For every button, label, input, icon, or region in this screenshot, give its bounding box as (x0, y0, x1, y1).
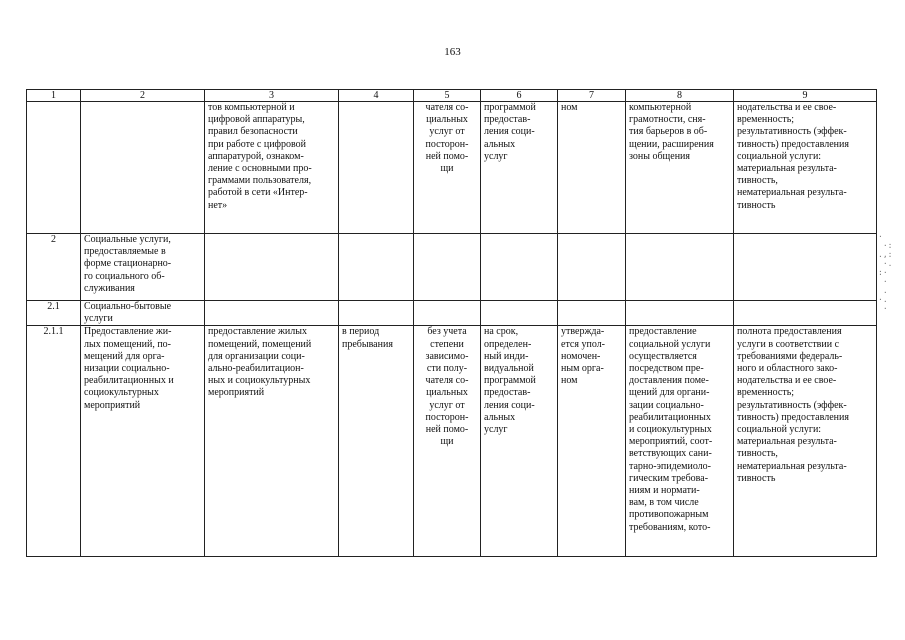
service-name-cell: Предоставление жи- лых помещений, по- мещений для орга- низации социально- реабилитационных и социокультурных мероприятий (81, 326, 205, 557)
approval-cell: ном (558, 102, 626, 234)
conditions-cell (626, 234, 734, 301)
column-header: 6 (481, 90, 558, 102)
service-description-cell (205, 234, 339, 301)
table-row (27, 301, 877, 326)
row-number-cell: 2 (27, 234, 81, 301)
service-name-cell: Социальные услуги, предоставляемые в форме стационарно- го социального об- служивания (81, 234, 205, 301)
duration-cell: программой предостав- ления соци- альных услуг (481, 102, 558, 234)
service-name-cell: Социально-бытовые услуги (81, 301, 205, 326)
table-row (27, 326, 877, 557)
quality-indicators-cell: нодательства и ее свое- временность; результативность (эффек- тивность) предоставления социальной услуги: материальная результа- тивность, нематериальная результа- тивность (734, 102, 877, 234)
table-row (27, 234, 877, 301)
column-header: 2 (81, 90, 205, 102)
service-description-cell: тов компьютерной и цифровой аппаратуры, правил безопасности при работе с цифровой аппаратурой, ознаком- ление с основными про- граммами пользователя, работой в сети «Интер- нет» (205, 102, 339, 234)
service-description-cell (205, 301, 339, 326)
column-header: 8 (626, 90, 734, 102)
column-header: 7 (558, 90, 626, 102)
dependency-cell (414, 234, 481, 301)
quality-indicators-cell (734, 234, 877, 301)
column-header: 4 (339, 90, 414, 102)
column-header: 3 (205, 90, 339, 102)
row-number-cell: 2.1.1 (27, 326, 81, 557)
scan-noise: · ·: .,: ·. :· · . ·. · (878, 232, 893, 313)
service-term-cell (339, 301, 414, 326)
table-row (27, 102, 877, 234)
row-number-cell (27, 102, 81, 234)
duration-cell (481, 301, 558, 326)
approval-cell (558, 301, 626, 326)
dependency-cell (414, 301, 481, 326)
service-name-cell (81, 102, 205, 234)
page-number: 163 (444, 46, 461, 58)
quality-indicators-cell (734, 301, 877, 326)
service-term-cell: в период пребывания (339, 326, 414, 557)
conditions-cell: компьютерной грамотности, сня- тия барьеров в об- щении, расширения зоны общения (626, 102, 734, 234)
services-table (26, 89, 877, 557)
header-row (27, 90, 877, 102)
duration-cell: на срок, определен- ный инди- видуальной программой предостав- ления соци- альных услуг (481, 326, 558, 557)
column-header: 5 (414, 90, 481, 102)
service-term-cell (339, 102, 414, 234)
quality-indicators-cell: полнота предоставления услуги в соответствии с требованиями федераль- ного и областного зако- нодательства и ее свое- временность; результативность (эффек- тивность) предоставления социальной услуги: материальная результа- тивность, нематериальная результа- тивность (734, 326, 877, 557)
approval-cell: утвержда- ется упол- номочен- ным орга- ном (558, 326, 626, 557)
conditions-cell (626, 301, 734, 326)
approval-cell (558, 234, 626, 301)
dependency-cell: чателя со- циальных услуг от посторон- ней помо- щи (414, 102, 481, 234)
conditions-cell: предоставление социальной услуги осуществляется посредством пре- доставления поме- щений для органи- зации социально- реабилитационных и социокультурных мероприятий, соот- ветствующих сани- тарно-эпидемиоло- гическим требова- ниям и нормати- вам, в том числе противопожарным требованиям, кото- (626, 326, 734, 557)
duration-cell (481, 234, 558, 301)
service-description-cell: предоставление жилых помещений, помещений для организации соци- ально-реабилитацион- ных и социокультурных мероприятий (205, 326, 339, 557)
dependency-cell: без учета степени зависимо- сти полу- чателя со- циальных услуг от посторон- ней помо- щи (414, 326, 481, 557)
service-term-cell (339, 234, 414, 301)
row-number-cell: 2.1 (27, 301, 81, 326)
column-header: 1 (27, 90, 81, 102)
column-header: 9 (734, 90, 877, 102)
